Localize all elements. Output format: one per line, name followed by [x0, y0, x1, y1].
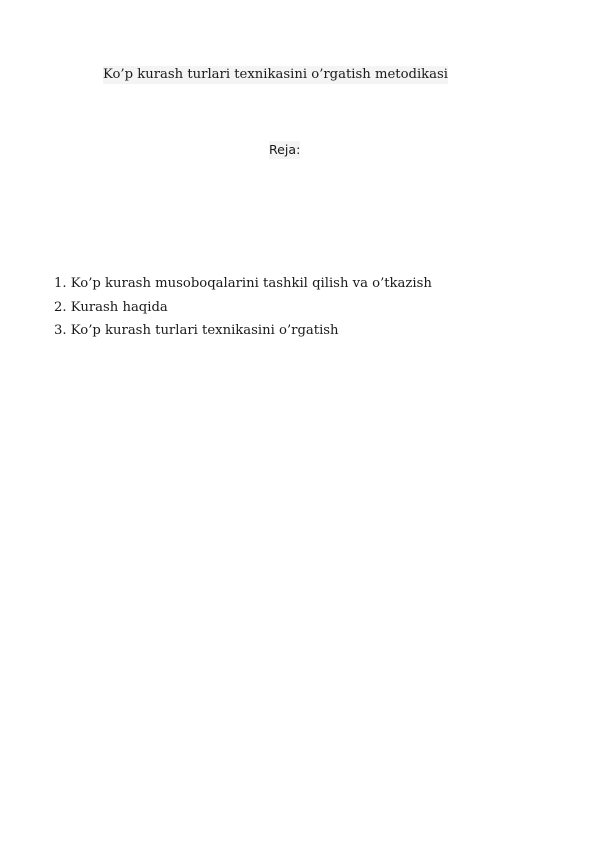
plan-item: 2. Kurash haqida	[54, 299, 168, 315]
document-title: Ko’p kurash turlari texnikasini o’rgatish metodikasi	[103, 67, 449, 82]
plan-heading: Reja:	[269, 142, 301, 157]
plan-list	[54, 272, 432, 343]
plan-item: 1. Ko’p kurash musoboqalarini tashkil qilish va o’tkazish	[54, 276, 432, 291]
plan-item: 3. Ko’p kurash turlari texnikasini o’rgatish	[54, 323, 339, 338]
